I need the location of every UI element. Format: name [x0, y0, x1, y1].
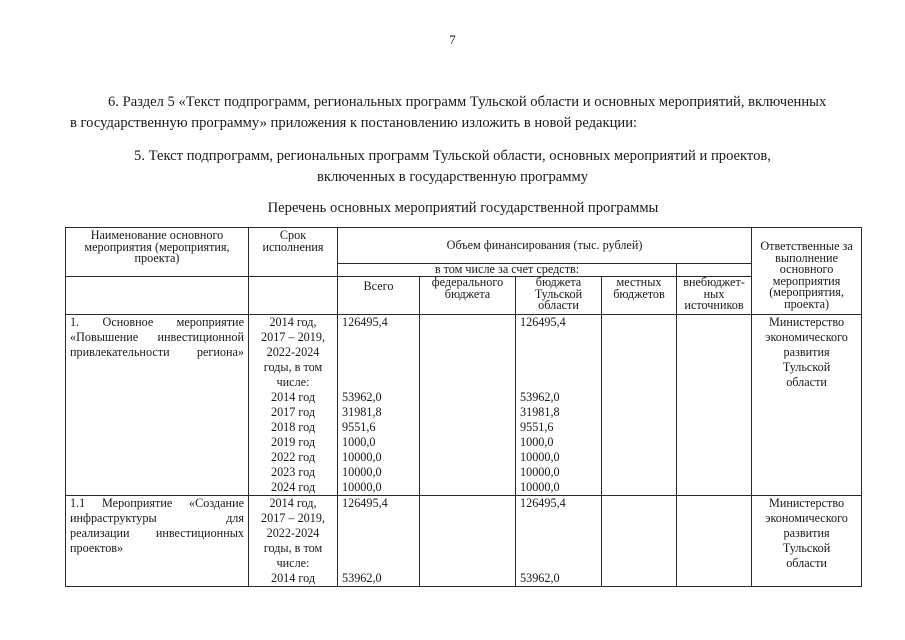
cell-period-line: 2022 год	[270, 450, 316, 464]
cell-extrabudget	[677, 315, 752, 496]
header-regional: бюджета Тульской области	[534, 275, 583, 312]
cell-regional	[516, 496, 602, 587]
cell-total-line: 126495,4	[342, 315, 388, 329]
page-number: 7	[449, 32, 456, 47]
cell-regional-line: 126495,4	[520, 496, 566, 510]
cell-regional-line	[520, 345, 601, 360]
cell-total-line	[342, 330, 419, 345]
cell-regional-line: 126495,4	[520, 315, 566, 329]
header-name: Наименование основного мероприятия (мероприятия, проекта)	[84, 228, 230, 265]
cell-regional-line: 10000,0	[520, 465, 560, 479]
cell-name-line: реализации инвестиционных	[70, 526, 244, 540]
cell-local	[602, 315, 677, 496]
cell-responsible-line: экономического	[765, 330, 848, 344]
cell-responsible-line: Министерство	[768, 496, 845, 510]
cell-regional-line: 1000,0	[520, 435, 554, 449]
cell-total-line	[342, 375, 419, 390]
cell-period-line: 2017 – 2019,	[261, 511, 325, 525]
cell-period-line: годы, в том	[263, 541, 323, 555]
cell-regional-line: 53962,0	[520, 571, 560, 585]
cell-period-line: 2022-2024	[266, 345, 320, 359]
cell-total-line: 10000,0	[342, 465, 382, 479]
amendment-paragraph	[70, 92, 855, 134]
table-row	[66, 496, 862, 587]
section-title-line-1: 5. Текст подпрограмм, региональных программ Тульской области, основных мероприятий и проектов,	[134, 148, 771, 164]
cell-local	[602, 496, 677, 587]
cell-regional-line: 9551,6	[520, 420, 554, 434]
cell-name-line: инфраструктуры для	[70, 511, 244, 525]
cell-period-line: 2022-2024	[266, 526, 320, 540]
cell-period-line: 2014 год	[270, 390, 316, 404]
cell-total-line	[342, 511, 419, 526]
cell-federal	[420, 315, 516, 496]
paragraph-line-1: 6. Раздел 5 «Текст подпрограмм, региональных программ Тульской области и основных мероприятий, включенных	[108, 94, 827, 110]
header-responsible: Ответственные за выполнение основного мероприятия (мероприятия, проекта)	[760, 239, 853, 311]
cell-regional-line	[520, 330, 601, 345]
cell-period	[249, 315, 338, 496]
cell-regional-line: 53962,0	[520, 390, 560, 404]
header-row-3	[66, 277, 862, 315]
header-row-1	[66, 228, 862, 264]
cell-responsible-line: области	[786, 375, 827, 389]
cell-name	[66, 315, 249, 496]
header-including: в том числе за счет средств:	[434, 262, 580, 276]
cell-name	[66, 496, 249, 587]
cell-period-line: числе:	[276, 556, 310, 570]
header-federal: федерального бюджета	[431, 275, 504, 301]
cell-federal	[420, 496, 516, 587]
cell-name-line: привлекательности региона»	[70, 345, 244, 359]
cell-period-line: 2017 год	[270, 405, 316, 419]
table-row	[66, 315, 862, 496]
header-local: местных бюджетов	[613, 275, 665, 301]
header-funding: Объем финансирования (тыс. рублей)	[446, 237, 643, 252]
cell-name-line: проектов»	[70, 541, 124, 555]
cell-regional-line: 10000,0	[520, 450, 560, 464]
cell-total-line: 1000,0	[342, 435, 376, 449]
cell-total-line: 10000,0	[342, 450, 382, 464]
cell-total-line: 126495,4	[342, 496, 388, 510]
cell-regional-line: 10000,0	[520, 480, 560, 494]
cell-period-line: 2023 год	[270, 465, 316, 479]
table-caption: Перечень основных мероприятий государственной программы	[267, 200, 659, 216]
cell-period-line: числе:	[276, 375, 310, 389]
paragraph-line-2: в государственную программу» приложения к постановлению изложить в новой редакции:	[70, 115, 638, 131]
cell-period-line: 2017 – 2019,	[261, 330, 325, 344]
cell-period	[249, 496, 338, 587]
cell-total-line: 53962,0	[342, 571, 382, 585]
cell-period-line: 2024 год	[270, 480, 316, 494]
cell-total-line: 10000,0	[342, 480, 382, 494]
cell-total-line: 9551,6	[342, 420, 376, 434]
cell-name-line: 1. Основное мероприятие	[70, 315, 244, 329]
cell-total-line	[342, 541, 419, 556]
cell-total	[338, 496, 420, 587]
cell-responsible-line: развития	[783, 526, 830, 540]
cell-regional-line	[520, 511, 601, 526]
cell-total-line: 31981,8	[342, 405, 382, 419]
cell-regional-line	[520, 526, 601, 541]
cell-responsible-line: развития	[783, 345, 830, 359]
cell-responsible	[752, 496, 862, 587]
cell-period-line: 2019 год	[270, 435, 316, 449]
cell-responsible-line: экономического	[765, 511, 848, 525]
cell-total	[338, 315, 420, 496]
cell-responsible-line: Тульской	[782, 541, 831, 555]
cell-total-line: 53962,0	[342, 390, 382, 404]
cell-responsible	[752, 315, 862, 496]
cell-total-line	[342, 526, 419, 541]
cell-responsible-line: Тульской	[782, 360, 831, 374]
cell-responsible-line: Министерство	[768, 315, 845, 329]
cell-name-line: 1.1 Мероприятие «Создание	[70, 496, 244, 510]
cell-total-line	[342, 556, 419, 571]
cell-period-line: 2014 год	[270, 571, 316, 585]
measures-table	[65, 227, 862, 587]
section-title-line-2: включенных в государственную программу	[316, 169, 589, 185]
cell-regional	[516, 315, 602, 496]
cell-period-line: годы, в том	[263, 360, 323, 374]
cell-period-line: 2014 год,	[269, 315, 317, 329]
cell-regional-line: 31981,8	[520, 405, 560, 419]
cell-responsible-line: области	[786, 556, 827, 570]
cell-regional-line	[520, 541, 601, 556]
cell-period-line: 2014 год,	[269, 496, 317, 510]
cell-period-line: 2018 год	[270, 420, 316, 434]
cell-extrabudget	[677, 496, 752, 587]
cell-regional-line	[520, 375, 601, 390]
cell-total-line	[342, 360, 419, 375]
header-total: Всего	[363, 279, 394, 293]
cell-total-line	[342, 345, 419, 360]
section-title	[60, 146, 845, 188]
cell-regional-line	[520, 360, 601, 375]
cell-name-line: «Повышение инвестиционной	[70, 330, 244, 344]
cell-regional-line	[520, 556, 601, 571]
header-extrabudget: внебюджет-ных источников	[683, 275, 745, 312]
header-period: Срок исполнения	[262, 228, 324, 254]
